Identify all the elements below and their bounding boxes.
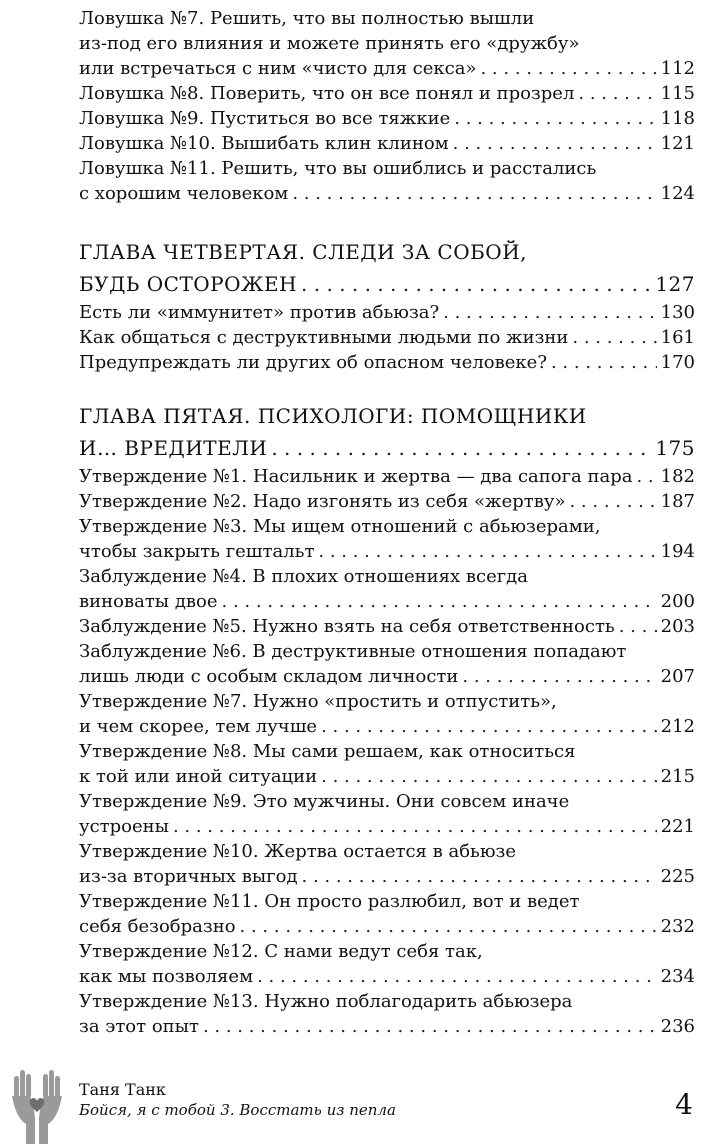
toc-entry-text: И… ВРЕДИТЕЛИ — [79, 436, 268, 460]
toc-line — [79, 889, 695, 914]
dot-leader — [203, 1014, 657, 1039]
author-name: Таня Танк — [79, 1080, 166, 1099]
toc-line — [79, 400, 695, 432]
toc-line — [79, 81, 695, 106]
toc-line — [79, 814, 695, 839]
toc-page-number: 212 — [660, 716, 695, 737]
toc-line — [79, 589, 695, 614]
toc-entry-text: Ловушка №7. Решить, что вы полностью вышли — [79, 8, 535, 29]
dot-leader — [480, 56, 656, 81]
toc-entry — [79, 81, 695, 106]
toc-line — [79, 432, 695, 464]
toc-entry — [79, 6, 695, 81]
toc-entry — [79, 350, 695, 375]
toc-page-number: 175 — [655, 436, 695, 460]
toc-entry-text: Утверждение №12. С нами ведут себя так, — [79, 941, 483, 962]
toc-entry — [79, 156, 695, 206]
toc-page-number: 215 — [660, 766, 695, 787]
toc-entry-text: ГЛАВА ЧЕТВЕРТАЯ. СЛЕДИ ЗА СОБОЙ, — [79, 240, 527, 264]
toc-entry-text: Утверждение №8. Мы сами решаем, как относиться — [79, 741, 576, 762]
toc-entry — [79, 639, 695, 689]
toc-entry-text: Утверждение №10. Жертва остается в абьюзе — [79, 841, 517, 862]
dot-leader — [453, 131, 657, 156]
dot-leader — [321, 764, 657, 789]
toc-line — [79, 464, 695, 489]
toc-page-number: 194 — [660, 541, 695, 562]
toc-entry-text: Утверждение №11. Он просто разлюбил, вот и ведет — [79, 891, 580, 912]
dot-leader — [619, 614, 657, 639]
toc-line — [79, 564, 695, 589]
toc-line — [79, 914, 695, 939]
page-footer — [0, 1062, 707, 1147]
toc-entry-text: Утверждение №9. Это мужчины. Они совсем иначе — [79, 791, 570, 812]
toc-entry-text: лишь люди с особым складом личности — [79, 666, 459, 687]
toc-entry-text: Как общаться с деструктивными людьми по жизни — [79, 327, 569, 348]
dot-leader — [578, 81, 656, 106]
chapter-entry — [79, 236, 695, 300]
toc-entry-text: и чем скорее, тем лучше — [79, 716, 318, 737]
dot-leader — [240, 914, 657, 939]
toc-page-number: 187 — [660, 491, 695, 512]
toc-entry — [79, 939, 695, 989]
toc-line — [79, 689, 695, 714]
toc-line — [79, 664, 695, 689]
toc-entry-text: Утверждение №1. Насильник и жертва — два сапога пара — [79, 466, 633, 487]
toc-line — [79, 489, 695, 514]
toc-page-number: 236 — [660, 1016, 695, 1037]
toc-line — [79, 236, 695, 268]
toc-page-number: 203 — [660, 616, 695, 637]
toc-entry — [79, 300, 695, 325]
toc-entry-text: как мы позволяем — [79, 966, 254, 987]
toc-line — [79, 839, 695, 864]
toc-page-number: 121 — [660, 133, 695, 154]
toc-entry-text: БУДЬ ОСТОРОЖЕН — [79, 272, 298, 296]
toc-line — [79, 514, 695, 539]
toc-line — [79, 939, 695, 964]
toc-entry-text: чтобы закрыть гештальт — [79, 541, 315, 562]
toc-block-chapter-four — [79, 300, 695, 375]
hands-heart-icon — [8, 1066, 66, 1144]
toc-entry-text: себя безобразно — [79, 916, 236, 937]
toc-entry — [79, 889, 695, 939]
toc-entry — [79, 106, 695, 131]
toc-entry-text: виноваты двое — [79, 591, 218, 612]
toc-line — [79, 539, 695, 564]
toc-entry — [79, 464, 695, 489]
dot-leader — [462, 664, 656, 689]
toc-page-number: 115 — [660, 83, 695, 104]
chapter-four-heading — [79, 236, 695, 300]
toc-entry — [79, 989, 695, 1039]
toc-line — [79, 639, 695, 664]
toc-page-number: 234 — [660, 966, 695, 987]
toc-line — [79, 714, 695, 739]
toc-entry-text: Ловушка №9. Пуститься во все тяжкие — [79, 108, 451, 129]
toc-entry — [79, 739, 695, 789]
dot-leader — [318, 539, 656, 564]
toc-page-number: 124 — [660, 183, 695, 204]
toc-page-number: 170 — [660, 352, 695, 373]
dot-leader — [443, 300, 656, 325]
chapter-entry — [79, 400, 695, 464]
toc-line — [79, 156, 695, 181]
toc-block-traps — [79, 6, 695, 206]
toc-line — [79, 6, 695, 31]
toc-entry-text: Заблуждение №4. В плохих отношениях всегда — [79, 566, 528, 587]
toc-entry-text: Ловушка №11. Решить, что вы ошиблись и расстались — [79, 158, 597, 179]
toc-block-chapter-five — [79, 464, 695, 1039]
dot-leader — [222, 589, 657, 614]
toc-entry-text: Заблуждение №6. В деструктивные отношения попадают — [79, 641, 627, 662]
toc-entry-text: к той или иной ситуации — [79, 766, 318, 787]
toc-entry-text: из-за вторичных выгод — [79, 866, 298, 887]
toc-entry-text: Ловушка №8. Поверить, что он все понял и прозрел — [79, 83, 575, 104]
toc-page-number: 225 — [660, 866, 695, 887]
book-title: Бойся, я с тобой 3. Восстать из пепла — [79, 1101, 396, 1119]
toc-entry-text: устроены — [79, 816, 169, 837]
dot-leader — [271, 432, 651, 464]
toc-line — [79, 739, 695, 764]
dot-leader — [301, 268, 651, 300]
toc-entry-text: Утверждение №13. Нужно поблагодарить абьюзера — [79, 991, 573, 1012]
dot-leader — [321, 714, 657, 739]
toc-entry-text: Есть ли «иммунитет» против абьюза? — [79, 302, 440, 323]
toc-page-number: 221 — [660, 816, 695, 837]
toc-entry — [79, 789, 695, 839]
dot-leader — [454, 106, 656, 131]
toc-entry-text: или встречаться с ним «чисто для секса» — [79, 58, 477, 79]
toc-entry — [79, 689, 695, 739]
toc-page-number: 130 — [660, 302, 695, 323]
toc-line — [79, 325, 695, 350]
toc-entry-text: Утверждение №2. Надо изгонять из себя «жертву» — [79, 491, 566, 512]
toc-page-number: 127 — [655, 272, 695, 296]
toc-page-number: 161 — [660, 327, 695, 348]
toc-entry-text: за этот опыт — [79, 1016, 199, 1037]
toc-line — [79, 1014, 695, 1039]
toc-entry — [79, 839, 695, 889]
toc-entry-text: Предупреждать ли других об опасном человеке? — [79, 352, 547, 373]
toc-line — [79, 131, 695, 156]
toc-entry — [79, 489, 695, 514]
dot-leader — [572, 325, 656, 350]
dot-leader — [636, 464, 656, 489]
toc-entry-text: Заблуждение №5. Нужно взять на себя ответственность — [79, 616, 615, 637]
toc-line — [79, 964, 695, 989]
toc-entry-text: Утверждение №3. Мы ищем отношений с абьюзерами, — [79, 516, 601, 537]
dot-leader — [257, 964, 657, 989]
toc-page-number: 182 — [660, 466, 695, 487]
toc-entry-text: Ловушка №10. Вышибать клин клином — [79, 133, 449, 154]
toc-line — [79, 614, 695, 639]
toc-line — [79, 56, 695, 81]
toc-line — [79, 268, 695, 300]
dot-leader — [569, 489, 656, 514]
toc-line — [79, 31, 695, 56]
table-of-contents — [79, 6, 695, 1039]
toc-line — [79, 300, 695, 325]
toc-page-number: 200 — [660, 591, 695, 612]
toc-line — [79, 350, 695, 375]
toc-page-number: 112 — [660, 58, 695, 79]
toc-page-number: 232 — [660, 916, 695, 937]
dot-leader — [302, 864, 657, 889]
toc-entry-text: ГЛАВА ПЯТАЯ. ПСИХОЛОГИ: ПОМОЩНИКИ — [79, 404, 587, 428]
toc-entry — [79, 564, 695, 614]
chapter-five-heading — [79, 400, 695, 464]
dot-leader — [551, 350, 657, 375]
toc-entry-text: Утверждение №7. Нужно «простить и отпустить», — [79, 691, 557, 712]
page-number: 4 — [675, 1088, 693, 1121]
toc-line — [79, 864, 695, 889]
toc-entry — [79, 325, 695, 350]
dot-leader — [173, 814, 657, 839]
toc-line — [79, 789, 695, 814]
toc-line — [79, 989, 695, 1014]
toc-line — [79, 764, 695, 789]
toc-entry — [79, 514, 695, 564]
dot-leader — [292, 181, 656, 206]
toc-page-number: 118 — [660, 108, 695, 129]
toc-line — [79, 181, 695, 206]
toc-entry-text: из-под его влияния и можете принять его «дружбу» — [79, 33, 580, 54]
toc-entry — [79, 614, 695, 639]
toc-line — [79, 106, 695, 131]
toc-page-number: 207 — [660, 666, 695, 687]
toc-entry — [79, 131, 695, 156]
toc-entry-text: с хорошим человеком — [79, 183, 289, 204]
